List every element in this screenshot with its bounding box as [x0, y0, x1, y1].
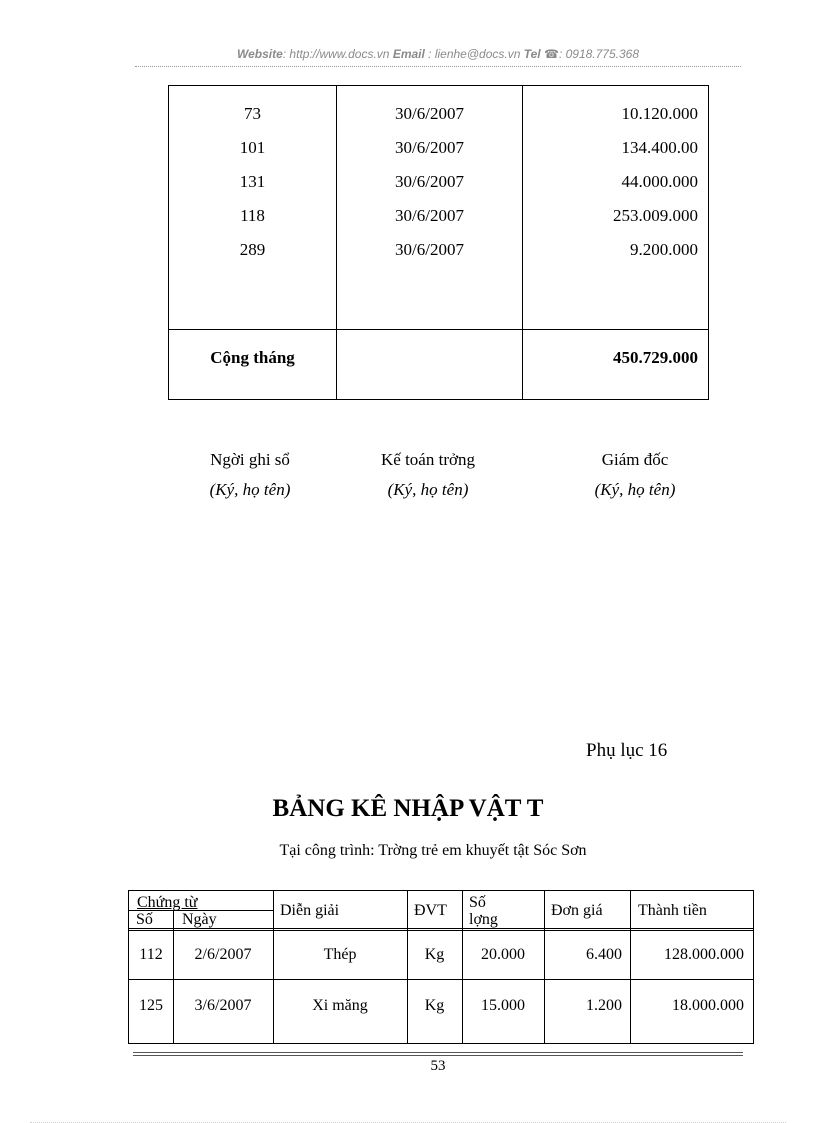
signature-role: Giám đốc	[601, 450, 669, 469]
header-divider	[135, 66, 741, 67]
email-label: Email	[392, 47, 425, 61]
tel-value: : 0918.775.368	[558, 47, 640, 61]
column-divider	[273, 891, 274, 1043]
header-number: Số	[136, 911, 153, 928]
row-unit-price: 1.200	[586, 997, 622, 1014]
header-divider	[129, 928, 753, 929]
row-total: 18.000.000	[672, 997, 744, 1014]
row-quantity: 15.000	[481, 997, 525, 1014]
ledger-date: 30/6/2007	[395, 240, 464, 259]
signature-role: Ngời ghi sổ	[210, 450, 290, 469]
appendix-label: Phụ lục 16	[586, 740, 668, 761]
footer-divider	[133, 1055, 743, 1056]
row-number: 125	[139, 997, 163, 1014]
signature-recorder	[170, 450, 330, 500]
row-total: 128.000.000	[664, 946, 744, 963]
row-unit: Kg	[424, 946, 445, 963]
tel-label: Tel	[523, 47, 541, 61]
header-divider	[129, 930, 753, 931]
column-divider	[630, 891, 631, 1043]
ledger-number: 101	[239, 138, 266, 157]
row-unit: Kg	[424, 997, 445, 1014]
signature-role: Kế toán trởng	[381, 450, 475, 469]
ledger-date: 30/6/2007	[395, 206, 464, 225]
header-unit: ĐVT	[414, 902, 447, 919]
page-header	[135, 47, 741, 61]
signature-note: (Ký, họ tên)	[387, 480, 469, 499]
ledger-amount: 253.009.000	[613, 206, 698, 225]
ledger-amount: 10.120.000	[621, 104, 698, 123]
row-date: 3/6/2007	[194, 997, 252, 1014]
page-subtitle: Tại công trình: Trờng trẻ em khuyết tật Sóc Sơn	[279, 842, 587, 859]
ledger-date: 30/6/2007	[395, 172, 464, 191]
page-title: BẢNG KÊ NHẬP VẬT T	[272, 795, 544, 822]
row-description: Thép	[323, 946, 357, 963]
materials-table	[128, 890, 754, 1044]
header-quantity: Số	[469, 894, 486, 911]
ledger-amount: 134.400.00	[621, 138, 698, 157]
row-unit-price: 6.400	[586, 946, 622, 963]
column-divider	[544, 891, 545, 1043]
row-quantity: 20.000	[481, 946, 525, 963]
header-date: Ngày	[182, 911, 217, 928]
row-description: Xi măng	[312, 997, 368, 1014]
total-label: Cộng tháng	[210, 348, 295, 367]
ledger-number: 289	[239, 240, 266, 259]
email-value[interactable]: : lienhe@docs.vn	[424, 47, 524, 61]
website-value[interactable]: : http://www.docs.vn	[282, 47, 393, 61]
ledger-amount: 9.200.000	[630, 240, 698, 259]
telephone-icon: ☎	[543, 47, 559, 61]
row-divider	[169, 329, 708, 330]
signature-director	[555, 450, 715, 500]
signature-note: (Ký, họ tên)	[209, 480, 291, 499]
footer-divider	[133, 1052, 743, 1053]
signature-note: (Ký, họ tên)	[594, 480, 676, 499]
column-divider	[462, 891, 463, 1043]
header-description: Diễn giải	[280, 902, 340, 919]
ledger-number: 131	[239, 172, 266, 191]
ledger-date: 30/6/2007	[395, 138, 464, 157]
ledger-date: 30/6/2007	[395, 104, 464, 123]
total-amount: 450.729.000	[613, 348, 698, 367]
ledger-number: 73	[244, 104, 261, 123]
ledger-number: 118	[240, 206, 265, 225]
row-divider	[129, 979, 753, 980]
row-number: 112	[139, 946, 163, 963]
signature-chief-accountant	[348, 450, 508, 500]
column-divider	[407, 891, 408, 1043]
header-quantity-2: lợng	[469, 911, 498, 928]
website-label: Website	[236, 47, 283, 61]
header-voucher: Chứng từ	[137, 894, 198, 911]
header-unit-price: Đơn giá	[551, 902, 603, 919]
ledger-amount: 44.000.000	[621, 172, 698, 191]
page-number: 53	[430, 1058, 446, 1074]
header-total: Thành tiền	[638, 902, 707, 919]
ledger-table	[168, 85, 709, 400]
row-date: 2/6/2007	[194, 946, 252, 963]
